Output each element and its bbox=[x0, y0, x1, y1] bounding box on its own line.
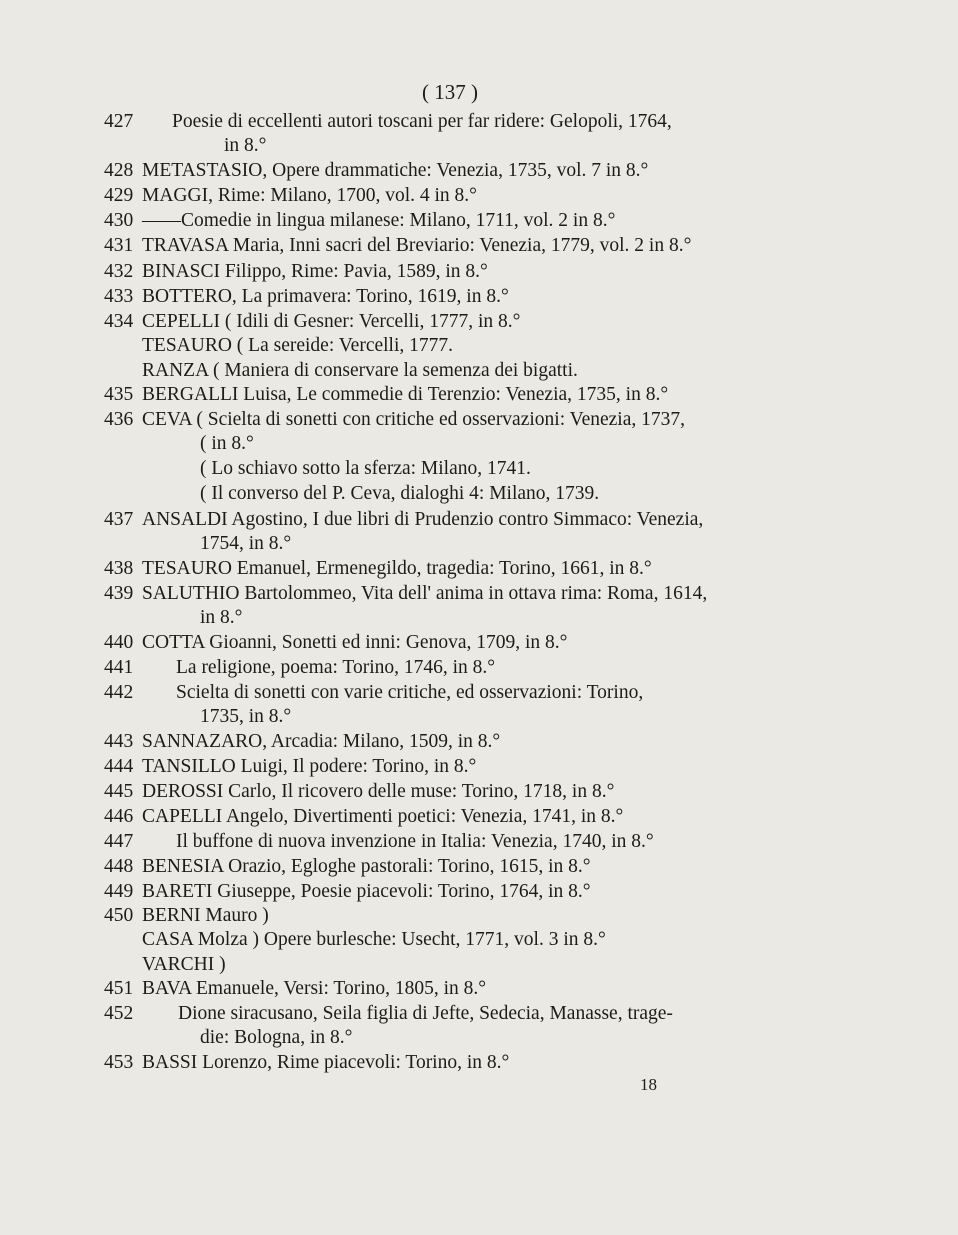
entry-number: 438 bbox=[104, 558, 134, 579]
entry-text: TESAURO Emanuel, Ermenegildo, tragedia: Torino, 1661, in 8.° bbox=[142, 558, 652, 579]
entry-number: 436 bbox=[104, 409, 134, 430]
entry-continuation: ( in 8.° bbox=[200, 433, 254, 454]
entry-text: COTTA Gioanni, Sonetti ed inni: Genova, 1709, in 8.° bbox=[142, 632, 568, 653]
entry-text: DEROSSI Carlo, Il ricovero delle muse: Torino, 1718, in 8.° bbox=[142, 781, 615, 802]
entry-continuation: in 8.° bbox=[200, 607, 243, 628]
entry-number: 449 bbox=[104, 881, 134, 902]
entry-number: 451 bbox=[104, 978, 134, 999]
entry-text: BENESIA Orazio, Egloghe pastorali: Torino, 1615, in 8.° bbox=[142, 856, 591, 877]
entry-number: 430 bbox=[104, 210, 134, 231]
entry-text: METASTASIO, Opere drammatiche: Venezia, 1735, vol. 7 in 8.° bbox=[142, 160, 649, 181]
entry-number: 437 bbox=[104, 509, 134, 530]
entry-number: 435 bbox=[104, 384, 134, 405]
entry-number: 439 bbox=[104, 583, 134, 604]
entry-text: CEPELLI ( Idili di Gesner: Vercelli, 1777, in 8.° bbox=[142, 311, 521, 332]
entry-text: MAGGI, Rime: Milano, 1700, vol. 4 in 8.° bbox=[142, 185, 477, 206]
entry-number: 443 bbox=[104, 731, 134, 752]
entry-number: 431 bbox=[104, 235, 134, 256]
entry-number: 452 bbox=[104, 1003, 134, 1024]
entry-continuation: 1735, in 8.° bbox=[200, 706, 292, 727]
entry-number: 432 bbox=[104, 261, 134, 282]
entry-continuation: RANZA ( Maniera di conservare la semenza dei bigatti. bbox=[142, 360, 578, 381]
entry-number: 427 bbox=[104, 111, 134, 132]
entry-continuation: TESAURO ( La sereide: Vercelli, 1777. bbox=[142, 335, 454, 356]
entry-number: 444 bbox=[104, 756, 134, 777]
entry-text: ANSALDI Agostino, I due libri di Prudenzio contro Simmaco: Venezia, bbox=[142, 509, 704, 530]
entry-continuation: 1754, in 8.° bbox=[200, 533, 292, 554]
entry-text: Scielta di sonetti con varie critiche, ed osservazioni: Torino, bbox=[176, 682, 644, 703]
entry-continuation: VARCHI ) bbox=[142, 954, 226, 975]
entry-text: BERGALLI Luisa, Le commedie di Terenzio: Venezia, 1735, in 8.° bbox=[142, 384, 669, 405]
entry-number: 448 bbox=[104, 856, 134, 877]
entry-text: SALUTHIO Bartolommeo, Vita dell' anima in ottava rima: Roma, 1614, bbox=[142, 583, 708, 604]
entry-text: BOTTERO, La primavera: Torino, 1619, in 8.° bbox=[142, 286, 509, 307]
entry-number: 441 bbox=[104, 657, 134, 678]
entry-number: 429 bbox=[104, 185, 134, 206]
entry-text: Il buffone di nuova invenzione in Italia: Venezia, 1740, in 8.° bbox=[176, 831, 654, 852]
entry-text: BASSI Lorenzo, Rime piacevoli: Torino, in 8.° bbox=[142, 1052, 510, 1073]
entry-text: CAPELLI Angelo, Divertimenti poetici: Venezia, 1741, in 8.° bbox=[142, 806, 624, 827]
entry-text: Poesie di eccellenti autori toscani per far ridere: Gelopoli, 1764, bbox=[172, 111, 672, 132]
entry-text: Dione siracusano, Seila figlia di Jefte, Sedecia, Manasse, trage- bbox=[178, 1003, 673, 1024]
entry-text: BARETI Giuseppe, Poesie piacevoli: Torino, 1764, in 8.° bbox=[142, 881, 591, 902]
entry-text: BERNI Mauro ) bbox=[142, 905, 269, 926]
entry-continuation: in 8.° bbox=[224, 135, 267, 156]
entry-continuation: die: Bologna, in 8.° bbox=[200, 1027, 353, 1048]
entry-number: 434 bbox=[104, 311, 134, 332]
entry-text: TANSILLO Luigi, Il podere: Torino, in 8.° bbox=[142, 756, 477, 777]
entry-text: La religione, poema: Torino, 1746, in 8.° bbox=[176, 657, 496, 678]
entry-number: 446 bbox=[104, 806, 134, 827]
page-number: ( 137 ) bbox=[422, 80, 478, 104]
entry-number: 450 bbox=[104, 905, 134, 926]
entry-text: BAVA Emanuele, Versi: Torino, 1805, in 8.° bbox=[142, 978, 487, 999]
entry-number: 453 bbox=[104, 1052, 134, 1073]
printer-signature-mark: 18 bbox=[640, 1075, 657, 1094]
entry-text: TRAVASA Maria, Inni sacri del Breviario: Venezia, 1779, vol. 2 in 8.° bbox=[142, 235, 692, 256]
entry-text: BINASCI Filippo, Rime: Pavia, 1589, in 8.° bbox=[142, 261, 488, 282]
entry-text: ——Comedie in lingua milanese: Milano, 1711, vol. 2 in 8.° bbox=[142, 210, 616, 231]
entry-continuation: ( Il converso del P. Ceva, dialoghi 4: Milano, 1739. bbox=[200, 483, 600, 504]
entry-number: 433 bbox=[104, 286, 134, 307]
entry-number: 440 bbox=[104, 632, 134, 653]
entry-number: 428 bbox=[104, 160, 134, 181]
entry-continuation: ( Lo schiavo sotto la sferza: Milano, 1741. bbox=[200, 458, 531, 479]
entry-number: 447 bbox=[104, 831, 134, 852]
entry-number: 442 bbox=[104, 682, 134, 703]
entry-number: 445 bbox=[104, 781, 134, 802]
entry-text: CEVA ( Scielta di sonetti con critiche ed osservazioni: Venezia, 1737, bbox=[142, 409, 685, 430]
entry-continuation: CASA Molza ) Opere burlesche: Usecht, 1771, vol. 3 in 8.° bbox=[142, 929, 606, 950]
entry-text: SANNAZARO, Arcadia: Milano, 1509, in 8.° bbox=[142, 731, 501, 752]
